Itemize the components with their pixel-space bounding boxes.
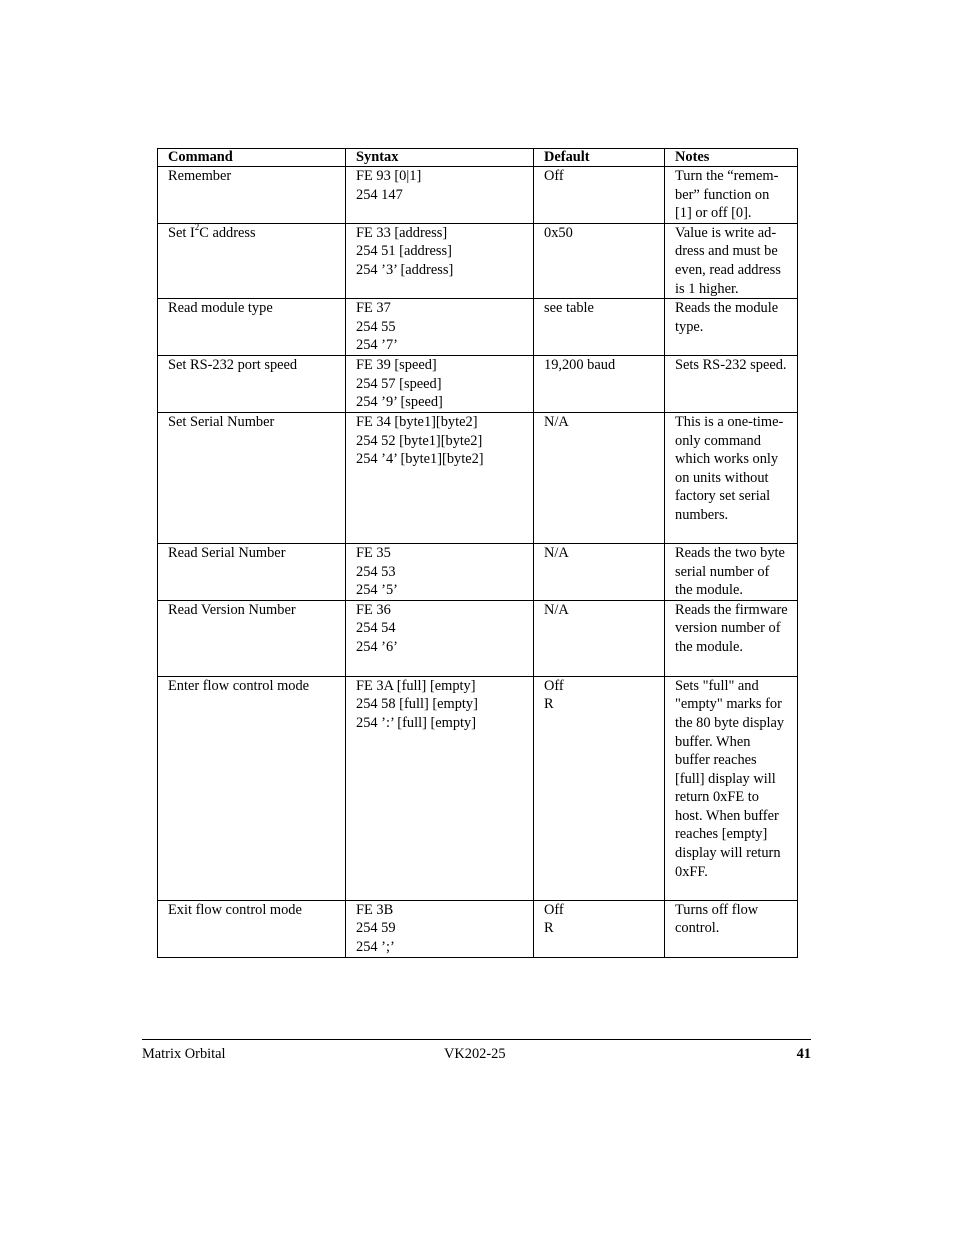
syntax-line: 254 ’5’ bbox=[356, 582, 398, 599]
default-cell bbox=[534, 543, 665, 600]
footer-rule bbox=[142, 1039, 811, 1040]
syntax-line: 254 54 bbox=[356, 620, 396, 637]
command-text-prefix: Set I bbox=[168, 224, 195, 241]
syntax-cell bbox=[346, 223, 534, 298]
command-cell bbox=[158, 223, 346, 298]
table-row bbox=[158, 600, 798, 676]
command-cell: Remember bbox=[158, 167, 346, 224]
notes-cell: Sets "full" and "empty" marks for the 80 byte display buffer. When buffer reaches [full] display will return 0xFE to host. When buffer reaches [empty] display will return 0xFF. bbox=[665, 676, 798, 900]
syntax-cell bbox=[346, 600, 534, 676]
header-command: Command bbox=[158, 149, 346, 167]
syntax-line: 254 ’7’ bbox=[356, 337, 398, 354]
default-line: R bbox=[544, 696, 554, 713]
footer-company: Matrix Orbital bbox=[142, 1046, 226, 1062]
notes-cell: Reads the two byte serial number of the module. bbox=[665, 543, 798, 600]
default-line: see table bbox=[544, 300, 594, 317]
notes-cell: Turns off flow control. bbox=[665, 900, 798, 957]
syntax-line: 254 57 [speed] bbox=[356, 375, 442, 392]
syntax-line: FE 93 [0|1] bbox=[356, 168, 422, 184]
syntax-line: 254 ’9’ [speed] bbox=[356, 394, 443, 411]
syntax-cell bbox=[346, 299, 534, 356]
syntax-line: FE 33 [address] bbox=[356, 224, 448, 241]
command-superscript: 2 bbox=[194, 221, 200, 232]
table-row bbox=[158, 223, 798, 298]
syntax-line: 254 ’:’ [full] [empty] bbox=[356, 714, 477, 731]
syntax-line: 254 ’;’ bbox=[356, 938, 395, 955]
default-cell bbox=[534, 223, 665, 298]
command-cell: Enter flow control mode bbox=[158, 676, 346, 900]
syntax-line: FE 34 [byte1][byte2] bbox=[356, 413, 478, 430]
notes-cell: This is a one-time-only command which works only on units without factory set serial numbers. bbox=[665, 412, 798, 543]
command-cell: Exit flow control mode bbox=[158, 900, 346, 957]
notes-cell: Reads the firmware version number of the module. bbox=[665, 600, 798, 676]
table-row bbox=[158, 543, 798, 600]
default-cell bbox=[534, 299, 665, 356]
table-row bbox=[158, 676, 798, 900]
command-cell: Set Serial Number bbox=[158, 412, 346, 543]
syntax-line: FE 36 bbox=[356, 601, 391, 618]
default-line: N/A bbox=[544, 544, 569, 561]
footer-model: VK202-25 bbox=[444, 1046, 506, 1062]
command-cell: Set RS-232 port speed bbox=[158, 355, 346, 412]
syntax-line: FE 35 bbox=[356, 544, 391, 561]
header-default: Default bbox=[534, 149, 665, 167]
command-cell: Read module type bbox=[158, 299, 346, 356]
default-line: N/A bbox=[544, 413, 569, 430]
syntax-line: FE 3B bbox=[356, 901, 394, 918]
syntax-cell bbox=[346, 167, 534, 224]
syntax-line: FE 37 bbox=[356, 300, 391, 317]
table-row bbox=[158, 299, 798, 356]
header-notes: Notes bbox=[665, 149, 798, 167]
syntax-cell bbox=[346, 676, 534, 900]
default-line: Off bbox=[544, 677, 564, 694]
syntax-line: 254 51 [address] bbox=[356, 243, 452, 260]
default-cell bbox=[534, 412, 665, 543]
table-row bbox=[158, 412, 798, 543]
command-cell: Read Version Number bbox=[158, 600, 346, 676]
syntax-line: 254 58 [full] [empty] bbox=[356, 696, 478, 713]
syntax-line: 254 59 bbox=[356, 920, 396, 937]
syntax-line: 254 ’6’ bbox=[356, 638, 398, 655]
table-row bbox=[158, 167, 798, 224]
syntax-cell bbox=[346, 900, 534, 957]
notes-cell: Sets RS-232 speed. bbox=[665, 355, 798, 412]
default-cell bbox=[534, 676, 665, 900]
page-number: 41 bbox=[796, 1046, 811, 1062]
default-line: Off bbox=[544, 901, 564, 918]
notes-cell: Value is write address and must be even, read address is 1 higher. bbox=[665, 223, 798, 298]
default-line: Off bbox=[544, 168, 564, 184]
header-syntax: Syntax bbox=[346, 149, 534, 167]
command-table bbox=[157, 148, 798, 958]
default-line: N/A bbox=[544, 601, 569, 618]
syntax-cell bbox=[346, 543, 534, 600]
default-cell bbox=[534, 600, 665, 676]
syntax-line: FE 39 [speed] bbox=[356, 356, 437, 373]
table-row bbox=[158, 355, 798, 412]
notes-cell: Turn the “remember” function on [1] or off [0]. bbox=[665, 167, 798, 224]
default-cell bbox=[534, 167, 665, 224]
syntax-cell bbox=[346, 412, 534, 543]
default-cell bbox=[534, 900, 665, 957]
default-line: R bbox=[544, 920, 554, 937]
default-cell bbox=[534, 355, 665, 412]
syntax-line: 254 147 bbox=[356, 186, 403, 203]
command-cell: Read Serial Number bbox=[158, 543, 346, 600]
table-row bbox=[158, 900, 798, 957]
syntax-line: 254 ’4’ [byte1][byte2] bbox=[356, 451, 484, 468]
syntax-cell bbox=[346, 355, 534, 412]
table-header-row bbox=[158, 149, 798, 167]
syntax-line: 254 ’3’ [address] bbox=[356, 261, 454, 278]
syntax-line: FE 3A [full] [empty] bbox=[356, 677, 476, 694]
syntax-line: 254 53 bbox=[356, 563, 396, 580]
command-text-suffix: C address bbox=[199, 224, 256, 241]
notes-cell: Reads the module type. bbox=[665, 299, 798, 356]
default-line: 19,200 baud bbox=[544, 356, 616, 373]
syntax-line: 254 52 [byte1][byte2] bbox=[356, 432, 483, 449]
syntax-line: 254 55 bbox=[356, 318, 396, 335]
default-line: 0x50 bbox=[544, 224, 573, 241]
